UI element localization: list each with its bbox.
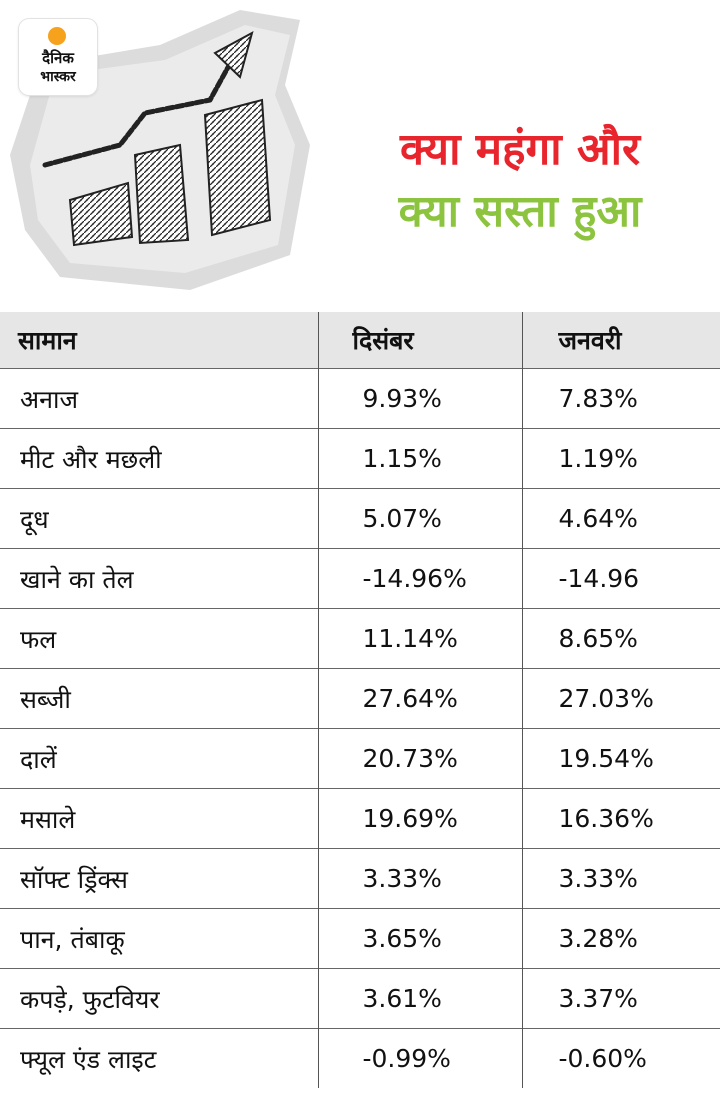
december-cell: 5.07% — [318, 489, 522, 549]
december-cell: 9.93% — [318, 369, 522, 429]
column-header-item: सामान — [0, 312, 318, 369]
table-row — [0, 969, 720, 1029]
item-cell: खाने का तेल — [0, 549, 318, 609]
december-cell: 1.15% — [318, 429, 522, 489]
item-cell: फ्यूल एंड लाइट — [0, 1029, 318, 1089]
december-cell: 19.69% — [318, 789, 522, 849]
item-cell: फल — [0, 609, 318, 669]
table-row — [0, 729, 720, 789]
item-cell: पान, तंबाकू — [0, 909, 318, 969]
january-cell: 19.54% — [522, 729, 720, 789]
item-cell: दूध — [0, 489, 318, 549]
january-cell: 1.19% — [522, 429, 720, 489]
headline-costlier: क्या महंगा और — [400, 124, 640, 175]
december-cell: 20.73% — [318, 729, 522, 789]
column-header-january: जनवरी — [522, 312, 720, 369]
january-cell: -0.60% — [522, 1029, 720, 1089]
january-cell: -14.96 — [522, 549, 720, 609]
december-cell: 3.33% — [318, 849, 522, 909]
december-cell: 3.65% — [318, 909, 522, 969]
january-cell: 3.37% — [522, 969, 720, 1029]
item-cell: मीट और मछली — [0, 429, 318, 489]
table-row — [0, 669, 720, 729]
december-cell: 3.61% — [318, 969, 522, 1029]
january-cell: 3.28% — [522, 909, 720, 969]
table-row — [0, 909, 720, 969]
item-cell: कपड़े, फुटवियर — [0, 969, 318, 1029]
table-row — [0, 609, 720, 669]
table-row — [0, 849, 720, 909]
item-cell: सॉफ्ट ड्रिंक्स — [0, 849, 318, 909]
december-cell: -14.96% — [318, 549, 522, 609]
brand-name-line2: भास्कर — [40, 69, 76, 85]
header — [0, 0, 720, 310]
january-cell: 16.36% — [522, 789, 720, 849]
table-row — [0, 549, 720, 609]
table-row — [0, 1029, 720, 1089]
january-cell: 7.83% — [522, 369, 720, 429]
item-cell: मसाले — [0, 789, 318, 849]
item-cell: सब्जी — [0, 669, 318, 729]
december-cell: 27.64% — [318, 669, 522, 729]
january-cell: 4.64% — [522, 489, 720, 549]
brand-name-line1: दैनिक — [42, 49, 74, 67]
headline-cheaper: क्या सस्ता हुआ — [398, 186, 642, 237]
brand-logo — [19, 19, 97, 95]
january-cell: 3.33% — [522, 849, 720, 909]
item-cell: दालें — [0, 729, 318, 789]
item-cell: अनाज — [0, 369, 318, 429]
table-row — [0, 489, 720, 549]
table-row — [0, 429, 720, 489]
december-cell: 11.14% — [318, 609, 522, 669]
january-cell: 8.65% — [522, 609, 720, 669]
sun-icon — [48, 27, 66, 45]
column-header-december: दिसंबर — [318, 312, 522, 369]
december-cell: -0.99% — [318, 1029, 522, 1089]
table-row — [0, 789, 720, 849]
table-row — [0, 369, 720, 429]
table-header-row — [0, 312, 720, 369]
inflation-table — [0, 312, 720, 1088]
january-cell: 27.03% — [522, 669, 720, 729]
